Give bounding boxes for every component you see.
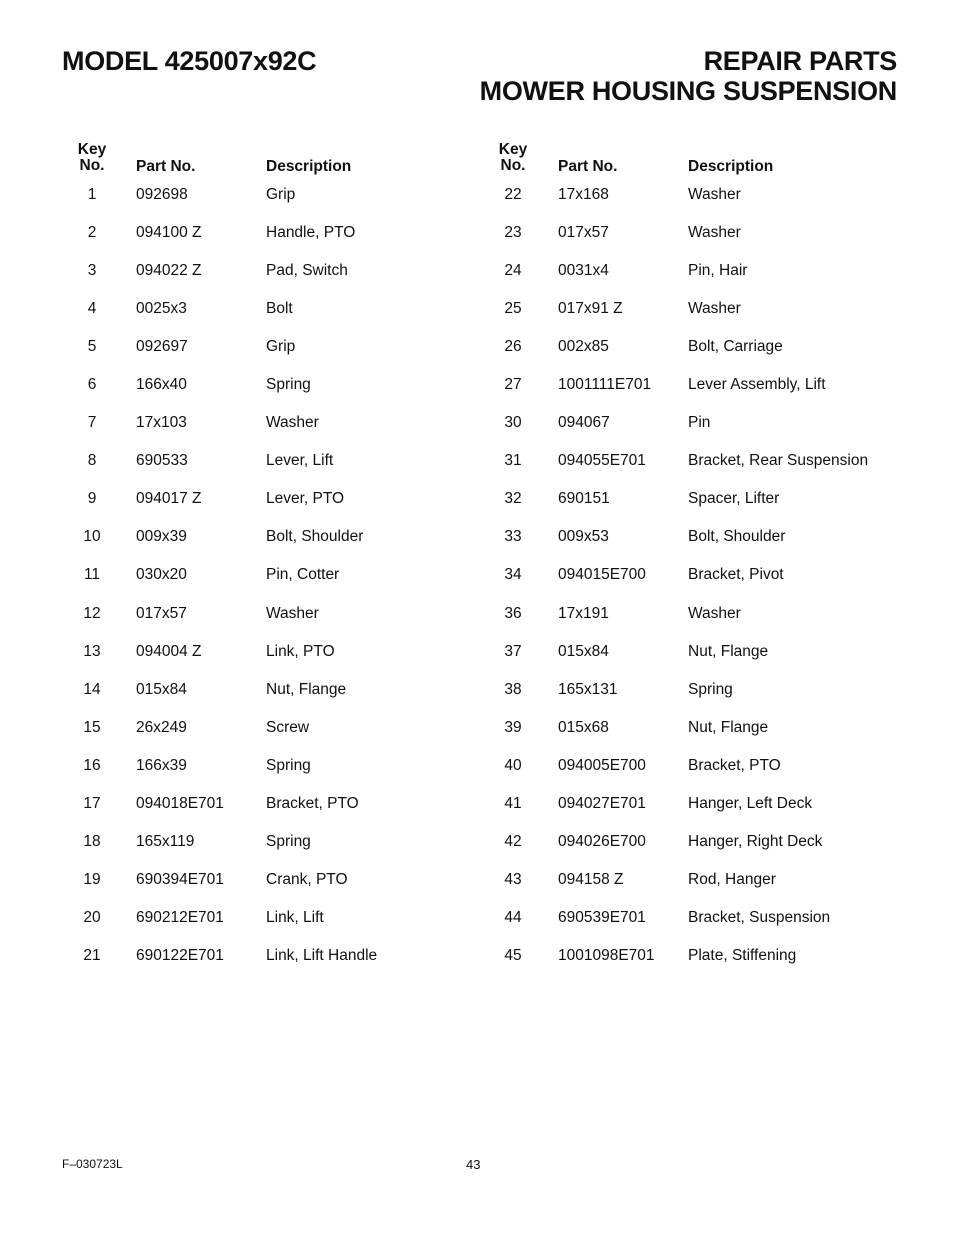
description-cell: Bracket, Suspension [688,908,831,926]
key-no-cell: 21 [83,946,101,964]
description-cell: Washer [266,604,319,622]
key-no-cell: 33 [504,528,522,546]
table-row [477,941,954,979]
key-no-cell: 10 [83,528,101,546]
description-cell: Nut, Flange [688,718,769,736]
table-row [0,370,477,408]
key-no-cell: 15 [83,718,101,736]
key-no-cell: 8 [87,452,97,470]
key-no-cell: 40 [504,756,522,774]
description-cell: Link, Lift Handle [266,946,378,964]
table-row [477,370,954,408]
part-no-cell: 0031x4 [558,262,609,280]
section-title-line2: MOWER HOUSING SUSPENSION [479,76,897,106]
part-no-cell: 094022 Z [136,262,202,280]
table-row [477,599,954,637]
key-no-cell: 14 [83,680,101,698]
table-row [0,751,477,789]
key-no-cell: 37 [504,642,522,660]
part-no-cell: 165x131 [558,680,618,698]
part-no-cell: 092698 [136,186,188,203]
table-row [477,675,954,713]
key-no-cell: 4 [87,300,97,318]
description-cell: Screw [266,718,310,736]
key-no-cell: 9 [87,490,97,508]
description-cell: Crank, PTO [266,870,348,888]
description-cell: Washer [688,186,741,203]
part-no-cell: 094018E701 [136,794,224,812]
part-no-cell: 1001098E701 [558,946,655,964]
key-no-cell: 38 [504,680,522,698]
page-number: 43 [466,1157,481,1172]
table-row [0,599,477,637]
key-no-cell: 31 [504,452,522,470]
description-cell: Bracket, Pivot [688,566,784,584]
table-row [477,180,954,218]
description-cell: Link, PTO [266,642,335,660]
key-no-cell: 20 [83,908,101,926]
part-no-cell: 094015E700 [558,566,646,584]
key-no-cell: 7 [87,414,97,432]
table-row [0,256,477,294]
table-row [0,560,477,598]
part-no-cell: 094055E701 [558,452,646,470]
part-no-cell: 094017 Z [136,490,202,508]
part-no-cell: 094100 Z [136,224,202,242]
table-row [477,294,954,332]
key-no-cell: 18 [83,832,101,850]
key-no-cell: 24 [504,262,522,280]
key-no-cell: 3 [87,262,97,280]
part-no-cell: 165x119 [136,832,195,850]
part-no-cell: 002x85 [558,338,609,356]
description-cell: Pin, Hair [688,262,748,280]
key-no-cell: 2 [87,224,97,242]
key-no-cell: 45 [504,946,522,964]
part-no-cell: 690394E701 [136,870,224,888]
part-no-header: Part No. [558,158,618,175]
description-cell: Grip [266,338,296,356]
table-row [0,675,477,713]
key-no-cell: 42 [504,832,522,850]
table-row [0,294,477,332]
description-cell: Washer [688,224,741,242]
table-row [477,446,954,484]
description-cell: Pad, Switch [266,262,348,280]
key-no-cell: 23 [504,224,522,242]
part-no-cell: 017x91 Z [558,300,623,318]
description-cell: Washer [688,604,741,622]
table-row [477,484,954,522]
key-no-cell: 41 [504,794,522,812]
key-no-cell: 6 [87,376,97,394]
table-row [0,827,477,865]
key-no-header: Key No. [77,141,107,174]
table-row [0,408,477,446]
part-no-header: Part No. [136,158,196,175]
description-cell: Bolt [266,300,293,318]
key-no-cell: 12 [83,604,101,622]
part-no-cell: 092697 [136,338,188,356]
table-row [477,827,954,865]
part-no-cell: 015x68 [558,718,609,736]
table-row [0,941,477,979]
table-row [477,332,954,370]
part-no-cell: 015x84 [558,642,609,660]
part-no-cell: 17x168 [558,186,609,203]
part-no-cell: 690122E701 [136,946,224,964]
description-cell: Lever, Lift [266,452,334,470]
description-cell: Bolt, Shoulder [266,528,364,546]
table-row [477,865,954,903]
key-no-cell: 43 [504,870,522,888]
key-no-cell: 32 [504,490,522,508]
description-cell: Bolt, Shoulder [688,528,786,546]
table-row [0,484,477,522]
part-no-cell: 094027E701 [558,794,646,812]
key-no-cell: 5 [87,338,97,356]
description-cell: Hanger, Left Deck [688,794,813,812]
table-row [0,332,477,370]
description-cell: Bracket, PTO [266,794,359,812]
part-no-cell: 0025x3 [136,300,187,318]
key-no-cell: 17 [83,794,101,812]
table-row [0,637,477,675]
table-header [477,142,954,180]
table-row [477,560,954,598]
table-row [0,789,477,827]
part-no-cell: 166x40 [136,376,187,394]
table-row [477,713,954,751]
part-no-cell: 1001111E701 [558,376,652,394]
description-cell: Bracket, PTO [688,756,781,774]
table-row [477,751,954,789]
model-title: MODEL 425007x92C [62,46,317,76]
description-cell: Link, Lift [266,908,324,926]
table-row [0,218,477,256]
key-no-cell: 44 [504,908,522,926]
table-row [477,903,954,941]
part-no-cell: 009x39 [136,528,187,546]
part-no-cell: 030x20 [136,566,187,584]
description-cell: Nut, Flange [266,680,347,698]
table-row [0,522,477,560]
key-no-cell: 19 [83,870,101,888]
part-no-cell: 690539E701 [558,908,646,926]
description-cell: Rod, Hanger [688,870,776,888]
description-cell: Handle, PTO [266,224,356,242]
key-no-header: Key No. [498,141,528,174]
table-row [477,789,954,827]
description-cell: Lever Assembly, Lift [688,376,826,394]
description-cell: Hanger, Right Deck [688,832,823,850]
key-no-cell: 11 [83,566,101,584]
part-no-cell: 094158 Z [558,870,624,888]
description-cell: Pin [688,414,711,432]
key-no-cell: 30 [504,414,522,432]
table-row [477,218,954,256]
part-no-cell: 094026E700 [558,832,646,850]
description-cell: Washer [266,414,319,432]
part-no-cell: 017x57 [136,604,187,622]
description-cell: Spring [266,832,311,850]
description-cell: Lever, PTO [266,490,345,508]
description-cell: Plate, Stiffening [688,946,797,964]
part-no-cell: 009x53 [558,528,609,546]
table-row [477,256,954,294]
key-no-cell: 22 [504,186,522,203]
part-no-cell: 690533 [136,452,188,470]
key-no-cell: 34 [504,566,522,584]
key-no-cell: 13 [83,642,101,660]
table-row [0,180,477,218]
key-no-cell: 26 [504,338,522,356]
section-title-line1: REPAIR PARTS [703,46,897,76]
key-no-cell: 27 [504,376,522,394]
table-row [0,865,477,903]
key-no-cell: 25 [504,300,522,318]
part-no-cell: 17x191 [558,604,609,622]
table-row [477,408,954,446]
description-cell: Pin, Cotter [266,566,340,584]
description-cell: Spring [266,376,311,394]
part-no-cell: 094067 [558,414,610,432]
key-no-cell: 1 [87,186,97,203]
part-no-cell: 17x103 [136,414,187,432]
parts-table-left [0,142,477,979]
description-cell: Bolt, Carriage [688,338,783,356]
table-row [0,446,477,484]
table-row [0,903,477,941]
part-no-cell: 690151 [558,490,610,508]
part-no-cell: 26x249 [136,718,187,736]
description-cell: Bracket, Rear Suspension [688,452,869,470]
description-cell: Spacer, Lifter [688,490,780,508]
description-cell: Grip [266,186,296,203]
part-no-cell: 094005E700 [558,756,646,774]
table-row [477,637,954,675]
key-no-cell: 16 [83,756,101,774]
part-no-cell: 166x39 [136,756,187,774]
table-row [477,522,954,560]
document-code: F–030723L [62,1157,123,1171]
description-header: Description [688,158,774,175]
description-header: Description [266,158,352,175]
description-cell: Spring [266,756,311,774]
section-title [480,46,897,106]
description-cell: Nut, Flange [688,642,769,660]
key-no-cell: 36 [504,604,522,622]
part-no-cell: 690212E701 [136,908,224,926]
description-cell: Washer [688,300,741,318]
part-no-cell: 015x84 [136,680,187,698]
description-cell: Spring [688,680,733,698]
table-row [0,713,477,751]
page-header [0,0,954,130]
key-no-cell: 39 [504,718,522,736]
parts-table-right [477,142,954,979]
part-no-cell: 094004 Z [136,642,202,660]
table-header [0,142,477,180]
part-no-cell: 017x57 [558,224,609,242]
